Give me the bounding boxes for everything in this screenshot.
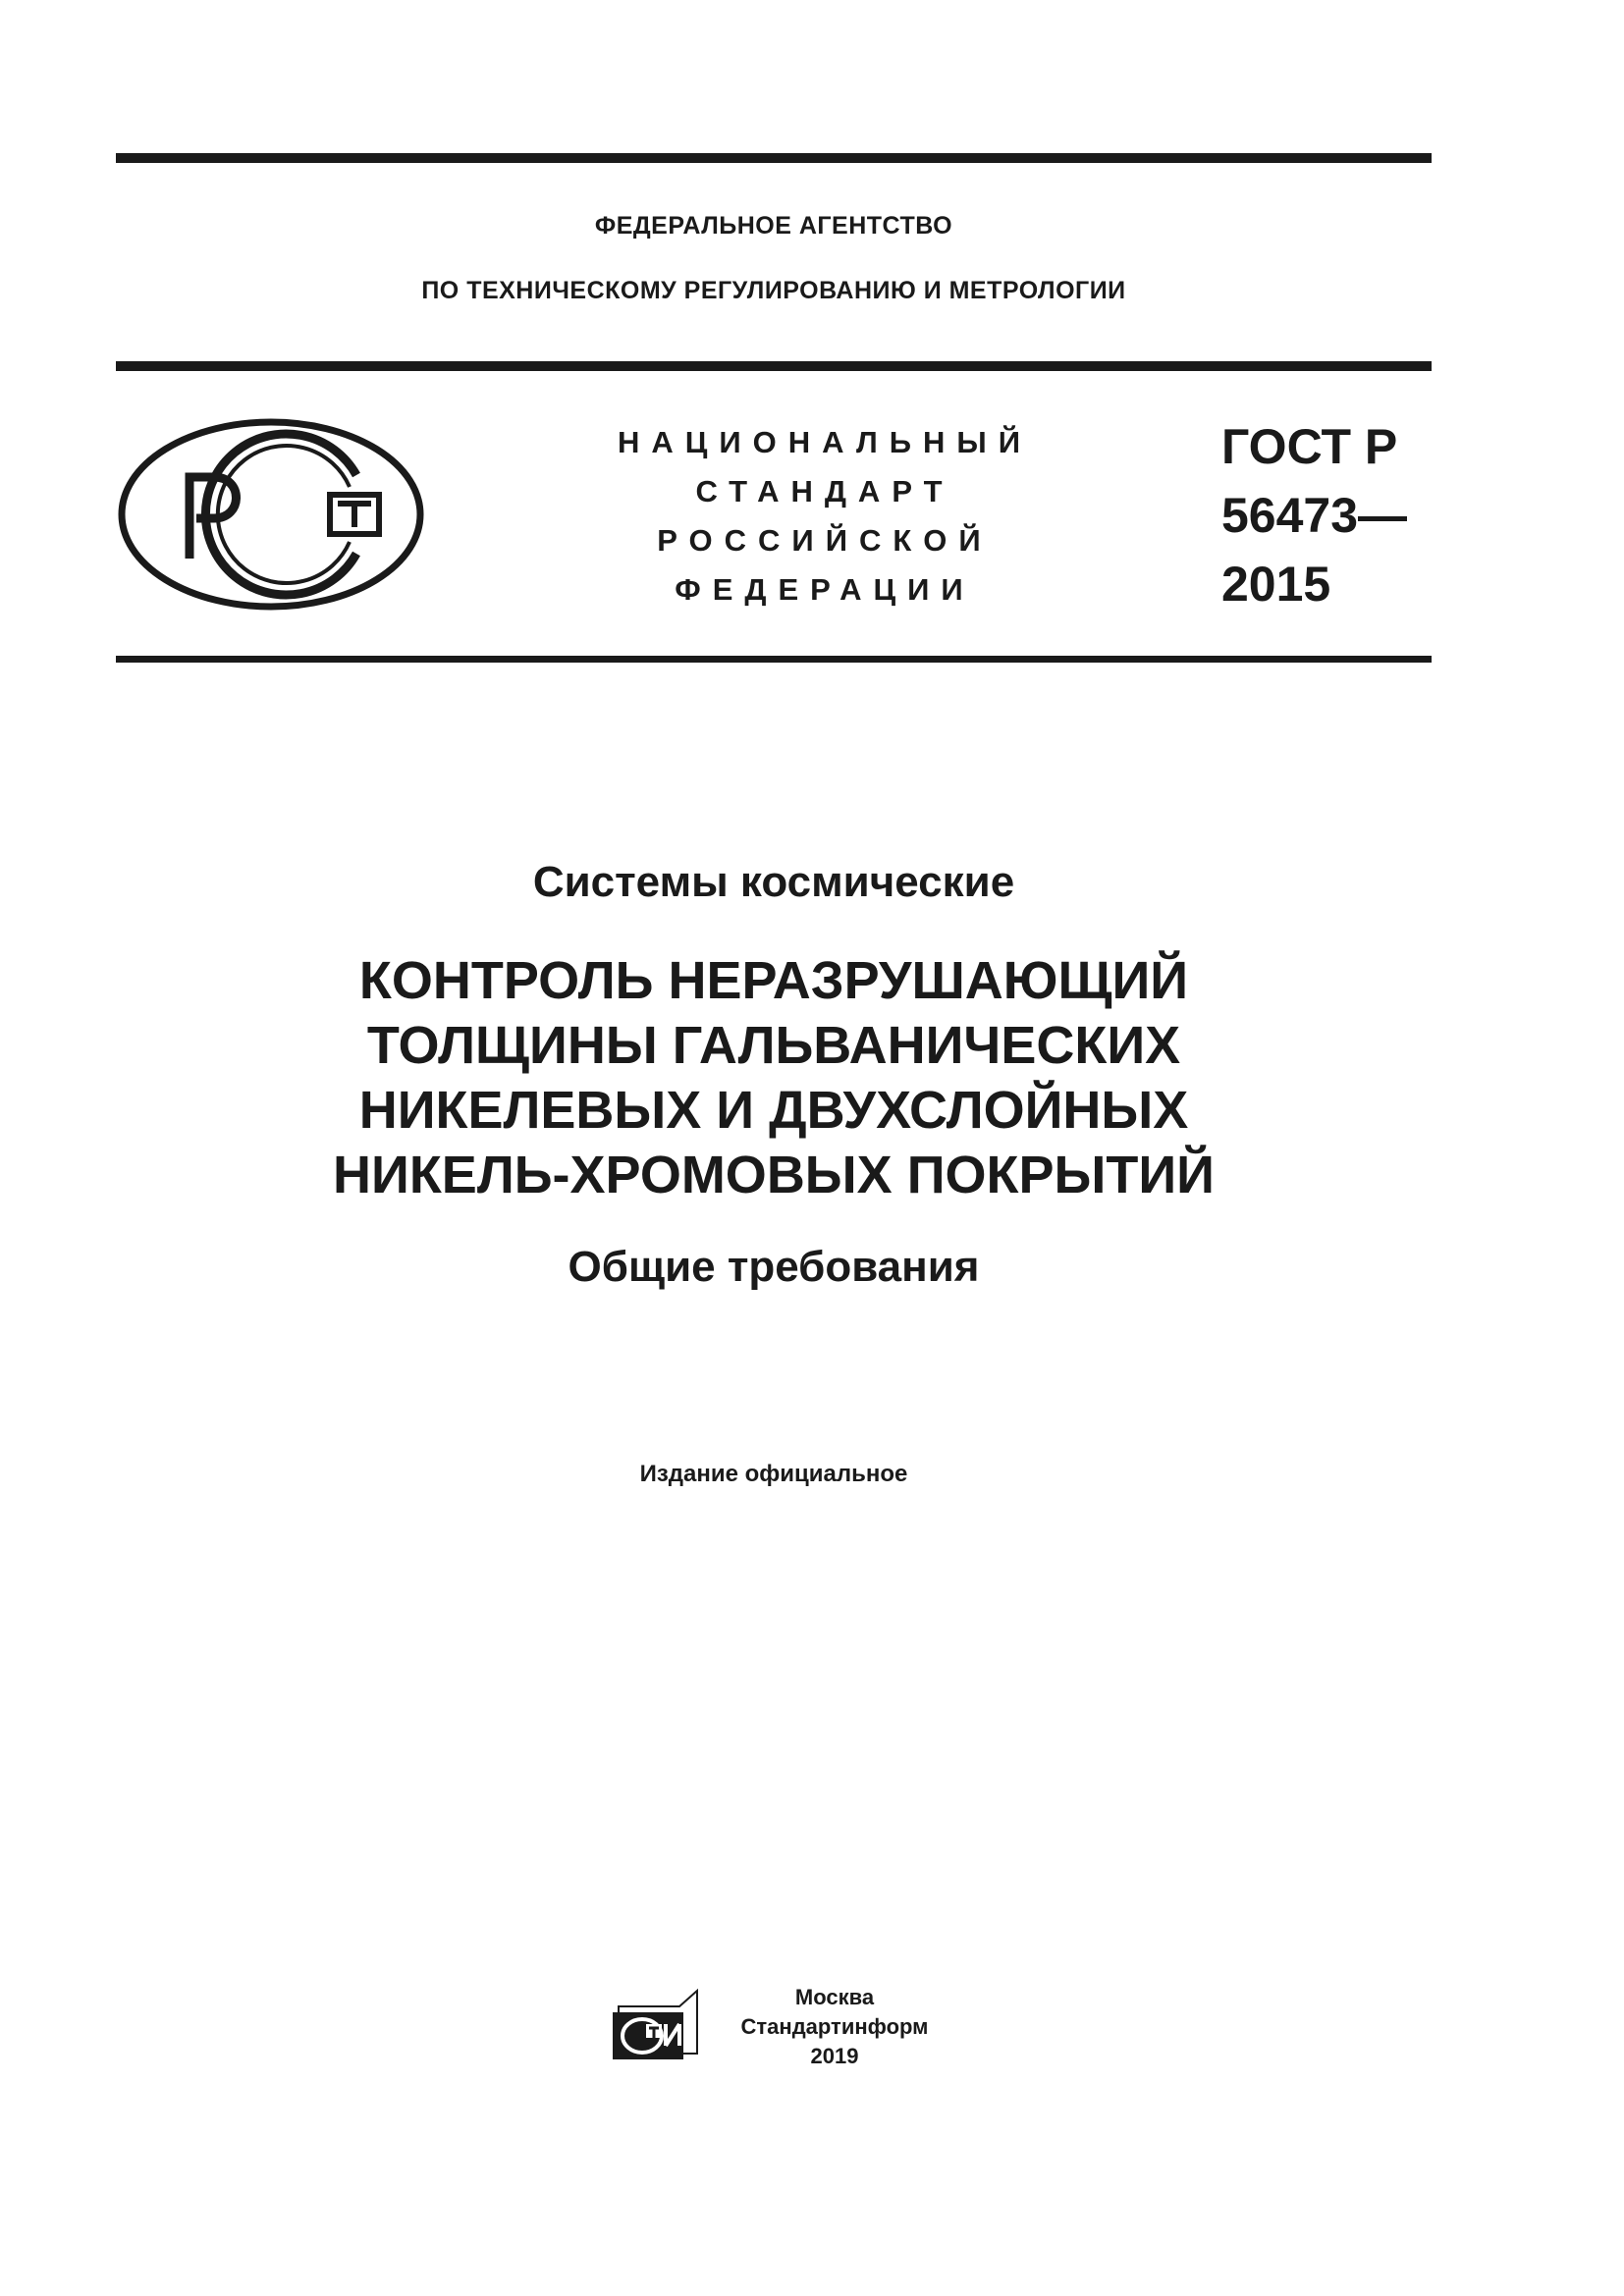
- national-line-1: НАЦИОНАЛЬНЫЙ: [617, 425, 1033, 459]
- gost-year: 2015: [1221, 557, 1331, 612]
- bottom-rule: [116, 656, 1432, 663]
- title-line-4: НИКЕЛЬ-ХРОМОВЫХ ПОКРЫТИЙ: [333, 1146, 1215, 1204]
- national-line-4: ФЕДЕРАЦИИ: [675, 572, 975, 607]
- publisher-info: [717, 1983, 952, 2071]
- gost-number: 56473—: [1221, 488, 1408, 543]
- publisher-city: Москва: [794, 1985, 875, 2009]
- agency-name-line2: ПО ТЕХНИЧЕСКОМУ РЕГУЛИРОВАНИЮ И МЕТРОЛОГИИ: [421, 277, 1126, 304]
- document-title: [116, 948, 1432, 1207]
- series-title: Системы космические: [532, 858, 1015, 906]
- agency-name-line1: ФЕДЕРАЛЬНОЕ АГЕНТСТВО: [594, 212, 953, 240]
- national-line-2: СТАНДАРТ: [695, 474, 954, 508]
- rst-certification-mark-icon: [116, 416, 426, 613]
- edition-label: Издание официальное: [639, 1461, 908, 1487]
- title-line-1: КОНТРОЛЬ НЕРАЗРУШАЮЩИЙ: [358, 951, 1189, 1010]
- middle-rule: [116, 361, 1432, 371]
- publisher-year: 2019: [810, 2044, 859, 2068]
- top-rule: [116, 153, 1432, 163]
- gost-designation: [1221, 412, 1407, 618]
- gost-prefix: ГОСТ Р: [1221, 419, 1398, 474]
- publisher-name: Стандартинформ: [740, 2014, 929, 2039]
- national-standard-label: [579, 418, 1070, 614]
- title-line-3: НИКЕЛЕВЫХ И ДВУХСЛОЙНЫХ: [358, 1081, 1189, 1140]
- national-line-3: РОССИЙСКОЙ: [657, 523, 993, 558]
- standartinform-logo-icon: [611, 1985, 705, 2063]
- document-subtitle: Общие требования: [568, 1243, 980, 1291]
- title-line-2: ТОЛЩИНЫ ГАЛЬВАНИЧЕСКИХ: [366, 1016, 1181, 1075]
